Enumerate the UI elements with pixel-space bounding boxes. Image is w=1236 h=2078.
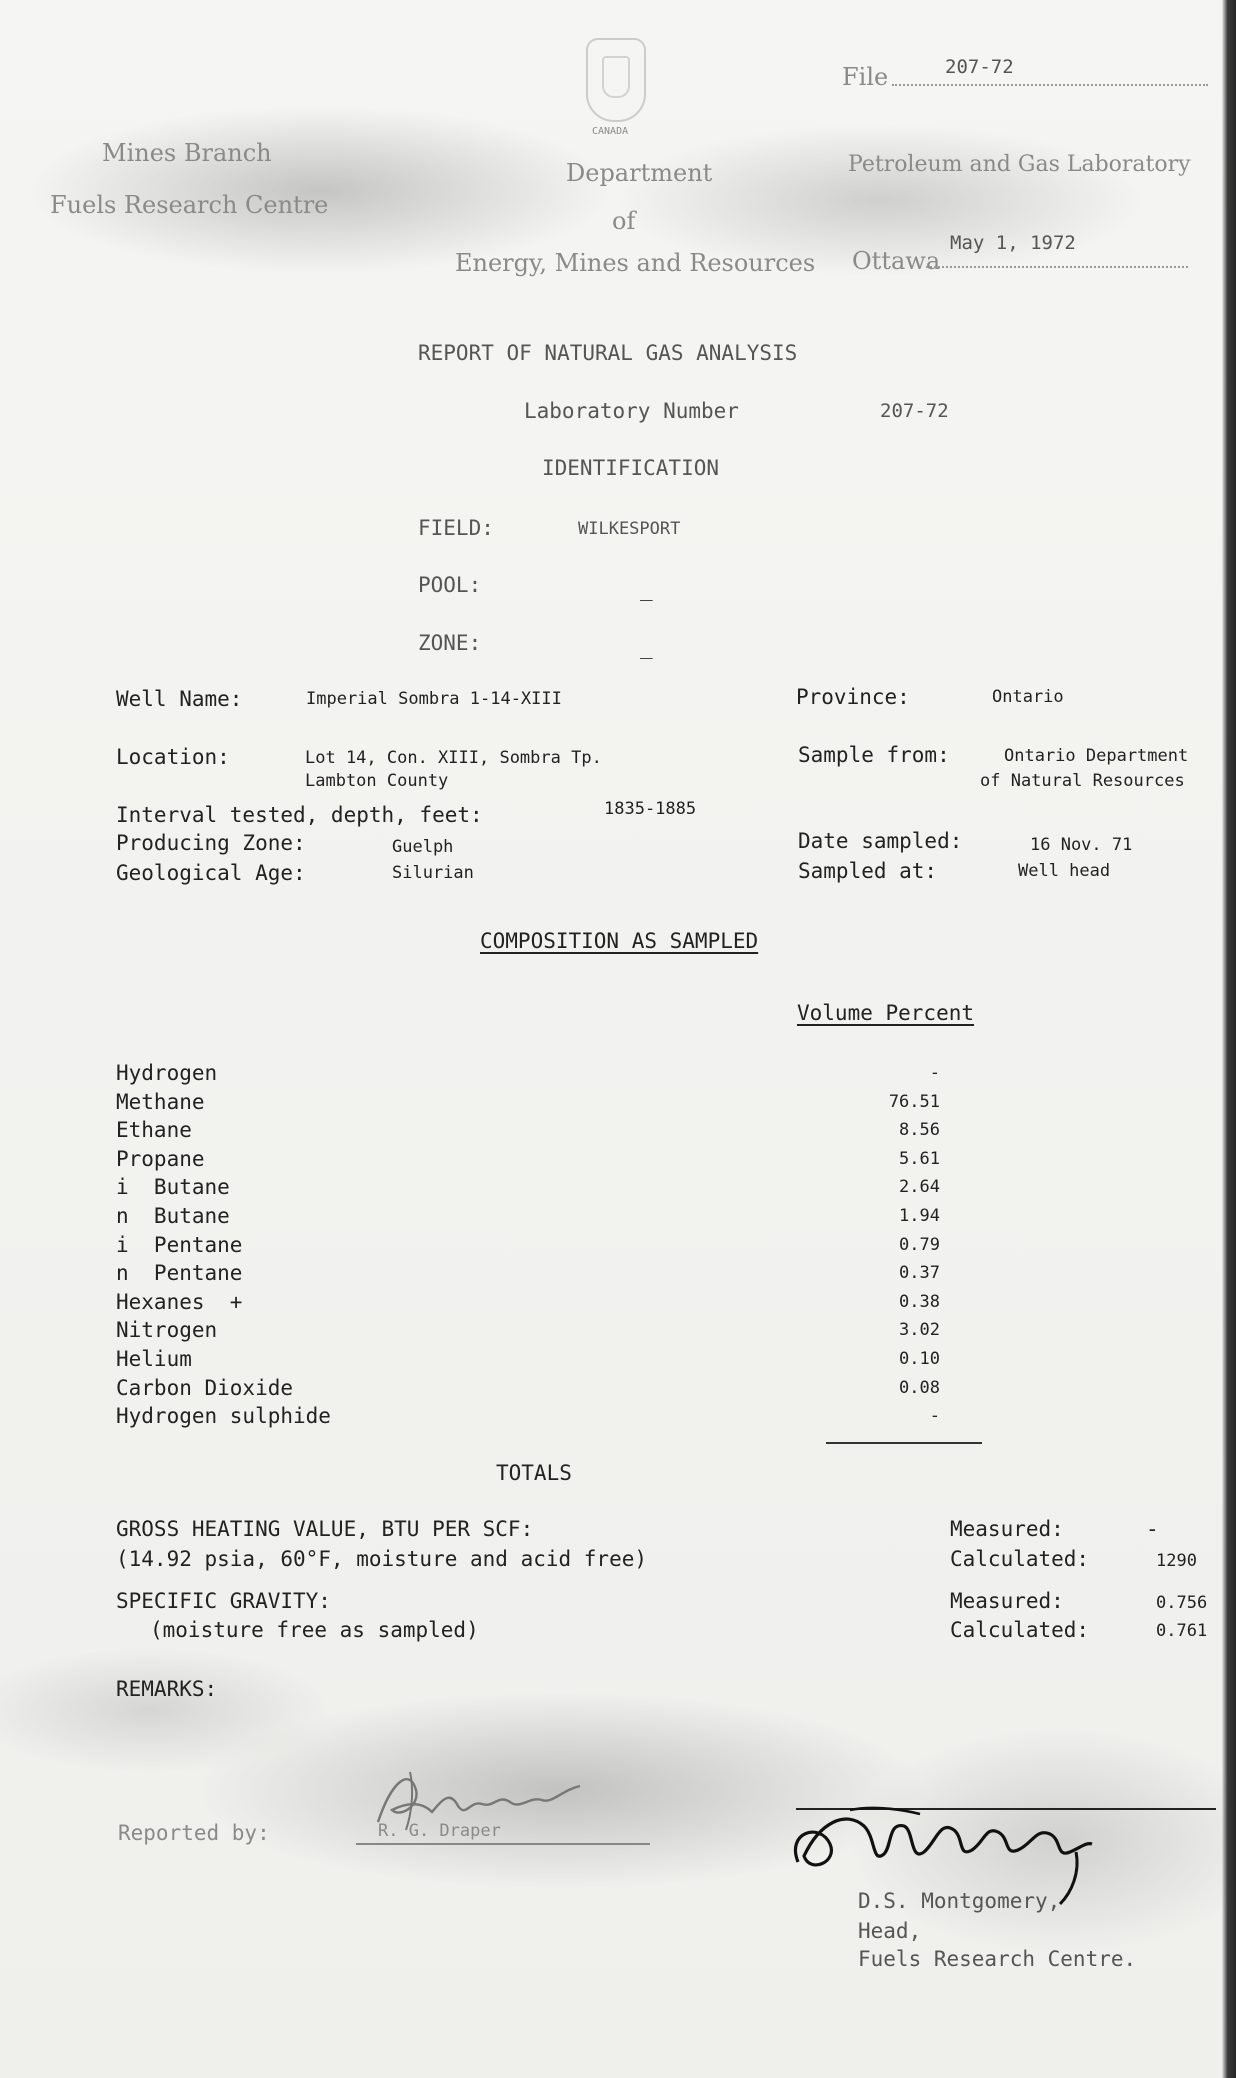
specific-gravity-conditions: (moisture free as sampled) [150, 1618, 479, 1642]
file-value: 207-72 [945, 56, 1014, 78]
identification-heading: IDENTIFICATION [542, 456, 720, 480]
heating-measured-label: Measured: [950, 1517, 1064, 1541]
heating-calculated-value: 1290 [1156, 1551, 1197, 1571]
component-volume-percent: 5.61 [899, 1149, 940, 1169]
component-volume-percent: 76.51 [888, 1092, 940, 1112]
draper-signature-icon [370, 1760, 590, 1840]
totals-rule [826, 1442, 982, 1444]
date-dotted-line [926, 266, 1188, 268]
component-name: Hydrogen sulphide [116, 1404, 331, 1428]
well-name-label: Well Name: [116, 687, 243, 711]
component-name: Carbon Dioxide [116, 1376, 294, 1400]
head-title: Head, [858, 1919, 922, 1943]
component-name: n Butane [116, 1204, 230, 1228]
pool-value: _ [640, 577, 653, 601]
gravity-measured-value: 0.756 [1156, 1593, 1208, 1613]
component-volume-percent: 1.94 [899, 1206, 940, 1226]
geological-age-value: Silurian [392, 863, 474, 883]
interval-label: Interval tested, depth, feet: [116, 803, 483, 827]
sample-from-value-1: Ontario Department [1004, 746, 1189, 766]
composition-heading: COMPOSITION AS SAMPLED [480, 929, 759, 953]
field-value: WILKESPORT [578, 519, 681, 539]
report-date: May 1, 1972 [950, 232, 1076, 254]
remarks-label: REMARKS: [116, 1677, 218, 1701]
heating-measured-value: - [1146, 1517, 1159, 1541]
component-name: Hexanes + [116, 1290, 243, 1314]
component-volume-percent: 8.56 [899, 1120, 940, 1140]
component-name: i Pentane [116, 1233, 243, 1257]
component-volume-percent: - [929, 1063, 940, 1083]
city-label: Ottawa [852, 247, 941, 275]
head-name: D.S. Montgomery, [858, 1889, 1061, 1913]
field-label: FIELD: [418, 516, 494, 540]
reporter-name: R. G. Draper [378, 1821, 501, 1841]
date-sampled-label: Date sampled: [798, 829, 963, 853]
specific-gravity-label: SPECIFIC GRAVITY: [116, 1589, 331, 1613]
branch-line-2: Fuels Research Centre [50, 191, 329, 219]
component-volume-percent: 0.37 [899, 1263, 940, 1283]
well-name-value: Imperial Sombra 1-14-XIII [306, 689, 562, 709]
component-name: n Pentane [116, 1261, 243, 1285]
province-label: Province: [796, 685, 910, 709]
totals-label: TOTALS [496, 1461, 572, 1485]
zone-label: ZONE: [418, 631, 482, 655]
reported-by-line [356, 1843, 650, 1845]
file-label: File [842, 63, 889, 91]
reported-by-label: Reported by: [118, 1821, 270, 1845]
lab-name: Petroleum and Gas Laboratory [848, 152, 1191, 177]
component-volume-percent: 0.10 [899, 1349, 940, 1369]
report-title: REPORT OF NATURAL GAS ANALYSIS [418, 341, 798, 365]
component-name: Methane [116, 1090, 205, 1114]
heating-calculated-label: Calculated: [950, 1547, 1090, 1571]
dept-line-2: of [612, 207, 636, 235]
gravity-calculated-label: Calculated: [950, 1618, 1090, 1642]
dept-line-3: Energy, Mines and Resources [455, 249, 816, 277]
pool-label: POOL: [418, 573, 482, 597]
sample-from-label: Sample from: [798, 743, 950, 767]
emblem-label: CANADA [592, 126, 629, 137]
sampled-at-label: Sampled at: [798, 859, 938, 883]
component-name: Helium [116, 1347, 192, 1371]
producing-zone-value: Guelph [392, 837, 454, 857]
branch-line-1: Mines Branch [102, 139, 272, 167]
location-value-2: Lambton County [305, 771, 449, 791]
geological-age-label: Geological Age: [116, 861, 306, 885]
zone-value: _ [640, 635, 653, 659]
component-name: Ethane [116, 1118, 192, 1142]
file-dotted-line [892, 84, 1208, 86]
location-value-1: Lot 14, Con. XIII, Sombra Tp. [305, 748, 602, 768]
component-volume-percent: 0.08 [899, 1378, 940, 1398]
component-volume-percent: 2.64 [899, 1177, 940, 1197]
component-name: Nitrogen [116, 1318, 218, 1342]
lab-number-value: 207-72 [880, 400, 949, 422]
component-volume-percent: 3.02 [899, 1320, 940, 1340]
sampled-at-value: Well head [1018, 861, 1111, 881]
dept-line-1: Department [566, 159, 713, 187]
date-sampled-value: 16 Nov. 71 [1030, 835, 1133, 855]
gravity-measured-label: Measured: [950, 1589, 1064, 1613]
component-volume-percent: 0.38 [899, 1292, 940, 1312]
component-volume-percent: 0.79 [899, 1235, 940, 1255]
component-name: i Butane [116, 1175, 230, 1199]
heating-value-conditions: (14.92 psia, 60°F, moisture and acid free) [116, 1547, 648, 1571]
volume-percent-header: Volume Percent [797, 1001, 975, 1025]
sample-from-value-2: of Natural Resources [980, 771, 1185, 791]
producing-zone-label: Producing Zone: [116, 831, 306, 855]
province-value: Ontario [992, 687, 1064, 707]
canada-coat-of-arms-icon [586, 38, 646, 122]
heating-value-label: GROSS HEATING VALUE, BTU PER SCF: [116, 1517, 534, 1541]
component-name: Hydrogen [116, 1061, 218, 1085]
head-unit: Fuels Research Centre. [858, 1947, 1137, 1971]
component-name: Propane [116, 1147, 205, 1171]
gravity-calculated-value: 0.761 [1156, 1621, 1208, 1641]
lab-number-label: Laboratory Number [524, 399, 739, 423]
scan-edge [1222, 0, 1236, 2078]
component-volume-percent: - [929, 1406, 940, 1426]
interval-value: 1835-1885 [604, 799, 697, 819]
location-label: Location: [116, 745, 230, 769]
